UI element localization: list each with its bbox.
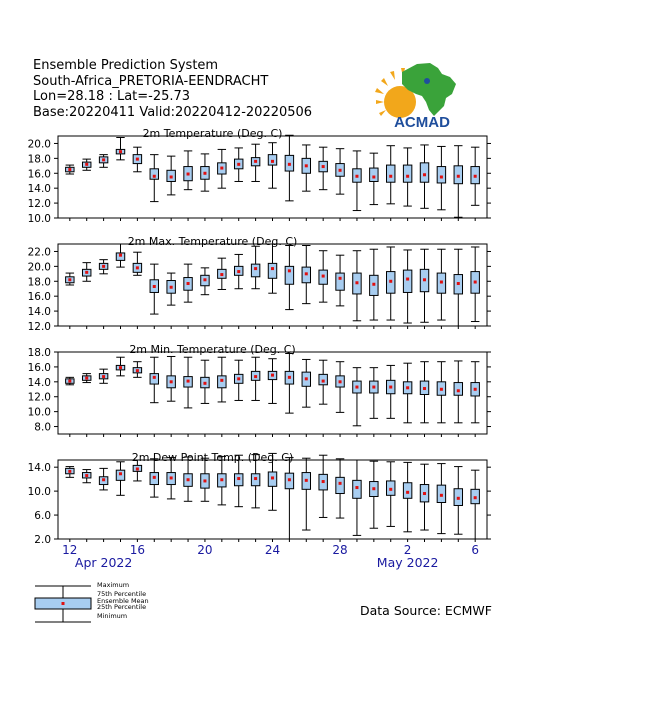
mean-marker [170,286,173,289]
mean-marker [254,160,257,163]
mean-marker [474,388,477,391]
box-13 [268,244,276,293]
mean-marker [457,389,460,392]
y-tick-label: 20.0 [27,261,51,274]
iqr-box [454,383,462,396]
box-11 [234,148,242,182]
mean-marker [220,167,223,170]
y-tick-label: 16.0 [27,291,51,304]
box-5 [133,362,141,378]
y-tick-label: 22.0 [27,246,51,259]
box-9 [201,458,209,501]
iqr-box [268,263,276,278]
mean-marker [237,377,240,380]
panel-3 [28,343,491,437]
box-6 [150,459,158,497]
y-tick-label: 16.0 [27,168,51,181]
y-tick-label: 14.0 [27,376,51,389]
mean-marker [170,476,173,479]
iqr-box [403,165,411,182]
iqr-box [403,270,411,292]
legend-mean-marker [62,602,65,605]
mean-marker [355,281,358,284]
box-16 [319,251,327,302]
y-tick-label: 10.0 [27,213,51,225]
mean-marker [187,173,190,176]
mean-marker [187,478,190,481]
panel-title: 2m Temperature (Deg. C) [142,127,283,140]
y-tick-label: 20.0 [27,138,51,151]
data-source: Data Source: ECMWF [360,603,492,618]
box-22 [420,362,428,423]
x-day-label: 2 [403,543,412,557]
mean-marker [136,369,139,372]
mean-marker [355,175,358,178]
legend-glyph [35,586,91,622]
iqr-box [336,477,344,493]
y-tick-label: 12.0 [27,198,51,211]
box-15 [302,359,310,407]
box-17 [336,255,344,306]
mean-marker [254,375,257,378]
mean-marker [406,278,409,281]
box-1 [66,467,74,478]
mean-marker [237,163,240,166]
box-15 [302,245,310,303]
box-5 [133,147,141,172]
box-14 [285,458,293,539]
x-day-label: 16 [129,543,146,557]
iqr-box [285,266,293,284]
box-14 [285,245,293,309]
box-23 [437,249,445,320]
panel-title: 2m Max. Temperature (Deg. C) [127,235,298,248]
y-tick-label: 10.0 [27,486,51,499]
box-24 [454,361,462,423]
box-13 [268,359,276,404]
box-10 [218,258,226,289]
mean-marker [136,158,139,161]
box-11 [234,360,242,400]
box-23 [437,464,445,534]
logo-text: ACMAD [394,114,450,130]
box-3 [99,260,107,274]
iqr-box [370,168,378,181]
legend-min: Minimum [97,612,128,621]
mean-marker [237,477,240,480]
box-15 [302,145,310,191]
mean-marker [203,172,206,175]
mean-marker [423,387,426,390]
mean-marker [406,491,409,494]
mean-marker [119,254,122,257]
mean-marker [68,278,71,281]
mean-marker [271,267,274,270]
mean-marker [102,375,105,378]
mean-marker [322,380,325,383]
box-2 [82,470,90,483]
iqr-box [251,264,259,277]
mean-marker [339,482,342,485]
mean-marker [119,366,122,369]
box-19 [370,153,378,204]
box-20 [387,365,395,418]
mean-marker [271,476,274,479]
mean-marker [423,278,426,281]
panel-title: 2m Dew Point Temp. (Deg. C) [131,451,294,464]
box-3 [99,468,107,490]
mean-marker [305,164,308,167]
box-24 [454,249,462,326]
mean-marker [389,488,392,491]
mean-marker [119,472,122,475]
box-18 [353,460,361,535]
box-21 [403,462,411,531]
mean-marker [440,494,443,497]
y-tick-label: 10.0 [27,406,51,419]
box-14 [285,135,293,201]
box-4 [116,462,124,496]
legend-max: Maximum [97,581,130,589]
box-25 [471,247,479,322]
y-tick-label: 6.0 [34,510,51,523]
box-24 [454,146,462,218]
box-18 [353,368,361,426]
legend-p25: 25th Percentile [97,602,147,611]
box-21 [403,363,411,423]
station-name: South-Africa_PRETORIA-EENDRACHT [33,73,269,89]
mean-marker [389,280,392,283]
mean-marker [389,386,392,389]
iqr-box [403,483,411,499]
mean-marker [440,281,443,284]
mean-marker [474,496,477,499]
mean-marker [457,282,460,285]
box-25 [471,470,479,539]
mean-marker [355,486,358,489]
mean-marker [474,281,477,284]
y-tick-label: 16.0 [27,361,51,374]
y-tick-label: 2.0 [34,534,51,546]
box-13 [268,143,276,188]
box-7 [167,356,175,401]
x-day-label: 12 [62,543,78,557]
x-day-label: 28 [332,543,348,557]
y-tick-label: 18.0 [27,276,51,289]
mean-marker [170,176,173,179]
box-4 [116,244,124,267]
mean-marker [237,270,240,273]
x-day-label: 20 [197,543,213,557]
legend-p75: 75th Percentile [97,590,147,599]
mean-marker [203,479,206,482]
mean-marker [136,266,139,269]
box-9 [201,360,209,403]
box-7 [167,273,175,305]
box-6 [150,155,158,202]
mean-marker [457,497,460,500]
box-16 [319,455,327,517]
panel-4 [28,451,491,546]
mean-marker [372,176,375,179]
y-tick-label: 18.0 [27,347,51,359]
mean-marker [119,150,122,153]
box-22 [420,249,428,322]
mean-marker [406,386,409,389]
mean-marker [339,169,342,172]
mean-marker [423,492,426,495]
x-month-label: Apr 2022 [74,555,133,570]
mean-marker [355,386,358,389]
mean-marker [457,175,460,178]
box-1 [66,273,74,285]
mean-marker [288,478,291,481]
box-9 [201,154,209,191]
box-3 [99,369,107,383]
box-20 [387,247,395,320]
y-tick-label: 18.0 [27,153,51,166]
mean-marker [153,476,156,479]
mean-marker [85,377,88,380]
iqr-box [353,480,361,498]
mean-marker [322,275,325,278]
panel-2 [28,235,491,333]
box-23 [437,362,445,423]
box-4 [116,137,124,159]
mean-marker [68,470,71,473]
y-tick-label: 14.0 [27,306,51,319]
mean-marker [305,272,308,275]
box-15 [302,458,310,530]
box-4 [116,357,124,376]
box-10 [218,357,226,402]
mean-marker [372,487,375,490]
box-24 [454,467,462,535]
mean-marker [136,467,139,470]
box-21 [403,148,411,206]
y-tick-label: 12.0 [27,391,51,404]
box-12 [251,144,259,181]
mean-marker [153,285,156,288]
box-5 [133,252,141,275]
box-17 [336,149,344,194]
y-tick-label: 14.0 [27,183,51,196]
box-22 [420,464,428,530]
box-2 [82,263,90,282]
box-10 [218,149,226,188]
box-14 [285,353,293,413]
box-21 [403,250,411,323]
mean-marker [271,160,274,163]
mean-marker [203,382,206,385]
box-18 [353,251,361,321]
y-tick-label: 14.0 [27,462,51,475]
mean-marker [423,173,426,176]
mean-marker [220,478,223,481]
box-17 [336,459,344,518]
box-2 [82,159,90,170]
iqr-box [420,163,428,182]
box-8 [184,357,192,408]
mean-marker [220,379,223,382]
mean-marker [203,278,206,281]
box-8 [184,264,192,302]
box-12 [251,357,259,400]
box-9 [201,268,209,295]
box-11 [234,254,242,288]
box-16 [319,360,327,404]
mean-marker [254,267,257,270]
mean-marker [68,380,71,383]
box-25 [471,362,479,423]
box-19 [370,368,378,419]
system-title: Ensemble Prediction System [33,58,219,73]
box-20 [387,146,395,204]
mean-marker [372,386,375,389]
mean-marker [288,163,291,166]
mean-marker [305,479,308,482]
box-23 [437,146,445,209]
box-3 [99,155,107,168]
x-month-label: May 2022 [376,555,439,570]
mean-marker [322,165,325,168]
mean-marker [372,283,375,286]
iqr-box [336,273,344,290]
mean-marker [389,175,392,178]
mean-marker [254,477,257,480]
y-tick-label: 8.0 [34,421,51,434]
panel-1 [28,127,491,225]
mean-marker [85,271,88,274]
box-2 [82,374,90,383]
box-1 [66,377,74,384]
mean-marker [339,277,342,280]
mean-marker [102,158,105,161]
mean-marker [102,265,105,268]
mean-marker [170,380,173,383]
box-18 [353,151,361,211]
y-tick-label: 12.0 [27,321,51,333]
box-6 [150,264,158,314]
mean-marker [220,273,223,276]
legend-mean: Ensemble Mean [97,596,149,605]
mean-marker [153,175,156,178]
x-day-label: 24 [264,543,281,557]
mean-marker [187,282,190,285]
mean-marker [85,474,88,477]
mean-marker [271,374,274,377]
mean-marker [322,480,325,483]
mean-marker [102,478,105,481]
box-17 [336,362,344,413]
mean-marker [440,388,443,391]
mean-marker [406,175,409,178]
x-day-label: 6 [471,543,479,557]
mean-marker [339,380,342,383]
mean-marker [85,163,88,166]
box-6 [150,357,158,402]
box-20 [387,462,395,527]
base-valid-dates: Base:20220411 Valid:20220412-20220506 [33,104,313,120]
mean-marker [68,168,71,171]
box-1 [66,165,74,174]
mean-marker [187,380,190,383]
mean-marker [288,376,291,379]
box-19 [370,461,378,528]
box-19 [370,249,378,320]
mean-marker [440,176,443,179]
box-22 [420,145,428,208]
box-7 [167,156,175,195]
mean-marker [474,175,477,178]
box-8 [184,151,192,190]
mean-marker [288,269,291,272]
iqr-box [387,165,395,182]
mean-marker [153,376,156,379]
panel-title: 2m Min. Temperature (Deg. C) [129,343,296,356]
iqr-box [437,167,445,183]
station-coords: Lon=28.18 : Lat=-25.73 [33,89,191,104]
mean-marker [305,377,308,380]
box-16 [319,147,327,189]
box-12 [251,246,259,288]
legend-labels [97,582,149,619]
box-25 [471,147,479,205]
